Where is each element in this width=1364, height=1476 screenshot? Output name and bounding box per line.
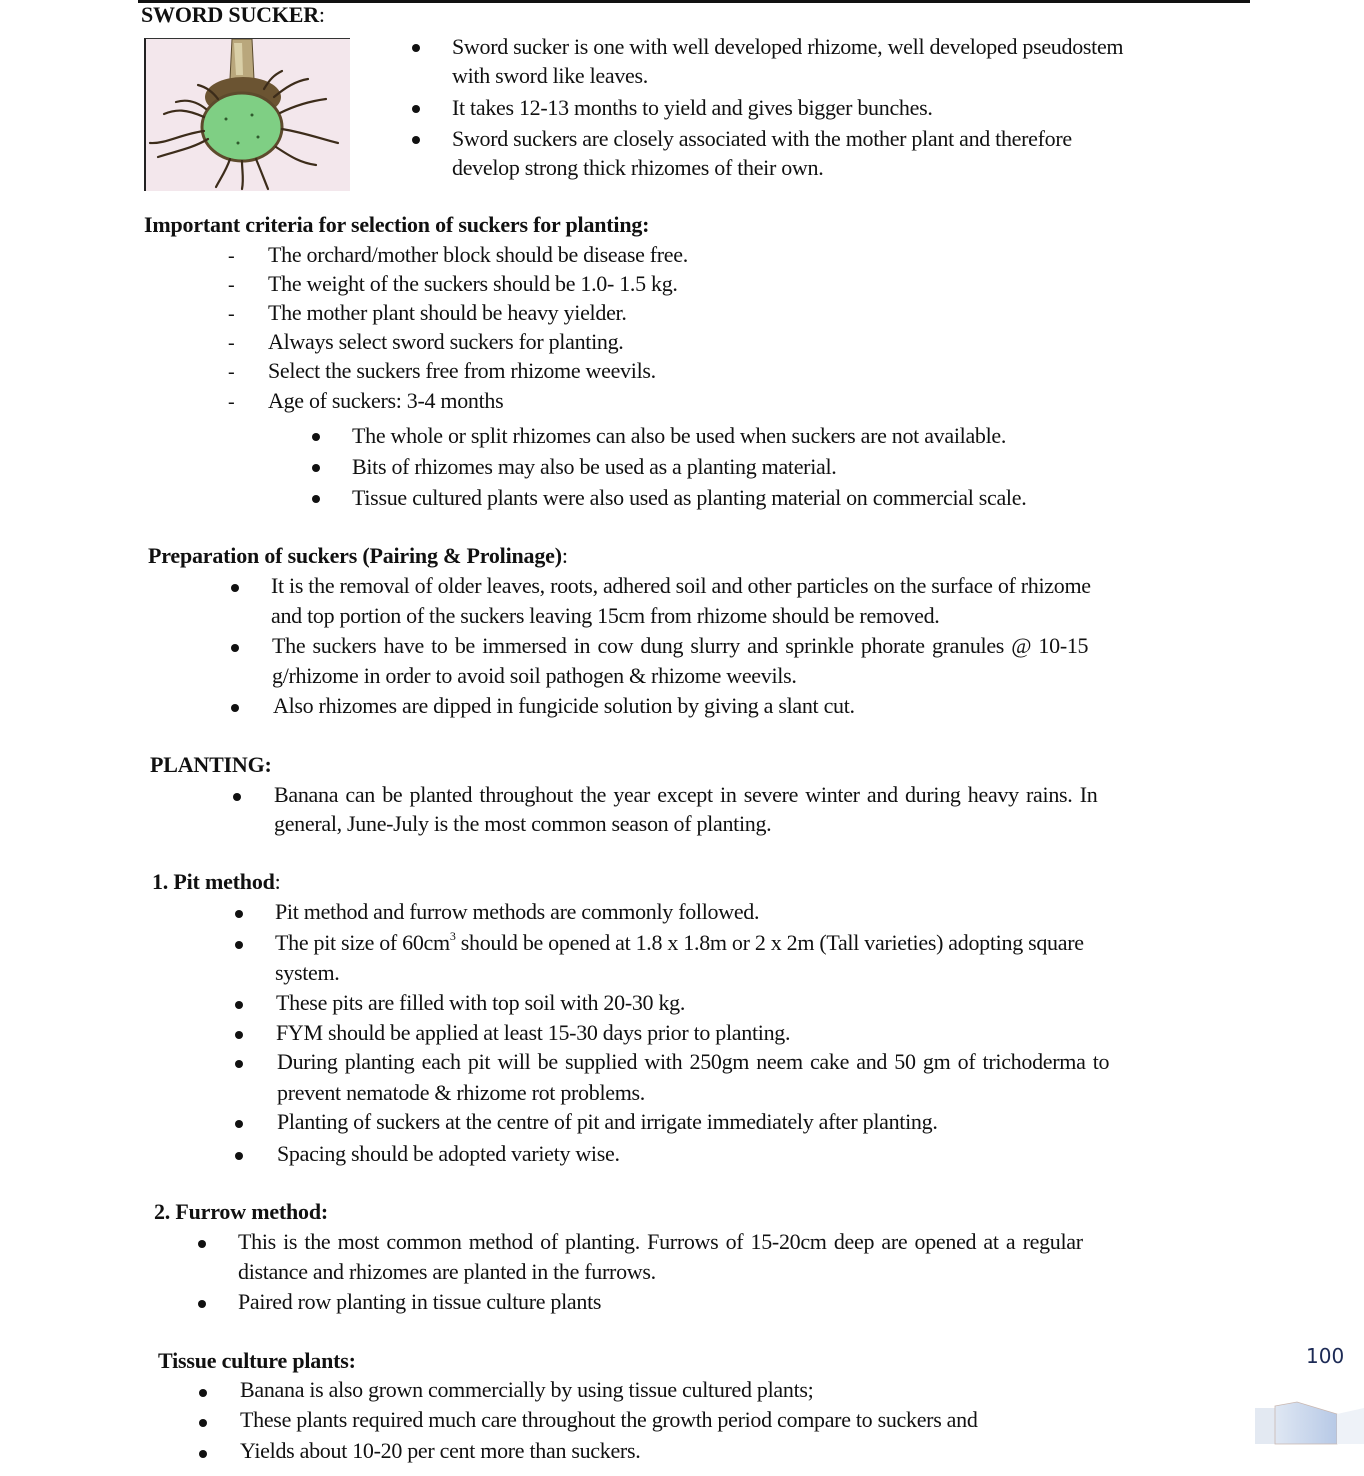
criteria-heading: Important criteria for selection of suckers for planting: (144, 212, 650, 237)
bullet-icon (235, 910, 243, 918)
bullet-icon (312, 433, 320, 441)
list-item (235, 989, 243, 1009)
sword-sucker-heading (141, 2, 325, 28)
bullet-icon (235, 1060, 243, 1068)
list-item-text: Yields about 10-20 per cent more than suckers. (240, 1438, 641, 1463)
list-item-text: The weight of the suckers should be 1.0- 1.5 kg. (268, 271, 678, 296)
list-item-text: Paired row planting in tissue culture plants (238, 1289, 602, 1314)
heading-colon: : (561, 543, 568, 568)
bullet-icon (198, 1240, 206, 1248)
heading-colon: : (318, 2, 325, 27)
bullet-icon (235, 1152, 243, 1160)
list-item (235, 1019, 243, 1039)
list-item (199, 1377, 207, 1397)
list-item-text: Sword suckers are closely associated with the mother plant and therefore (452, 126, 1072, 151)
list-item-text: Tissue cultured plants were also used as planting material on commercial scale. (352, 485, 1027, 510)
list-item (231, 572, 239, 592)
tissue-culture-heading: Tissue culture plants: (158, 1348, 356, 1373)
planting-heading: PLANTING: (150, 752, 272, 777)
list-item-text: Sword sucker is one with well developed rhizome, well developed pseudostem (452, 34, 1124, 59)
list-item-text: It takes 12-13 months to yield and gives bigger bunches. (452, 95, 933, 120)
bullet-icon (412, 44, 420, 52)
list-item (235, 1048, 243, 1068)
dash-icon: - (228, 391, 235, 413)
list-item-text: general, June-July is the most common season of planting. (274, 811, 772, 836)
list-item-text: and top portion of the suckers leaving 15cm from rhizome should be removed. (271, 603, 940, 628)
list-item-text: g/rhizome in order to avoid soil pathogen & rhizome weevils. (272, 663, 797, 688)
list-item-text: Also rhizomes are dipped in fungicide solution by giving a slant cut. (273, 693, 855, 718)
list-item (199, 1407, 207, 1427)
list-item-text: Spacing should be adopted variety wise. (277, 1141, 620, 1166)
list-item-text: develop strong thick rhizomes of their own. (452, 155, 824, 180)
pit-method-heading (152, 869, 281, 895)
dash-icon: - (228, 274, 235, 296)
heading-text: Preparation of suckers (Pairing & Prolinage) (148, 543, 562, 568)
dash-icon: - (228, 245, 235, 267)
bullet-icon (235, 941, 243, 949)
heading-text: SWORD SUCKER (141, 2, 319, 27)
list-item (199, 1438, 207, 1458)
bullet-icon (199, 1389, 207, 1397)
sword-sucker-photo (144, 38, 350, 191)
list-item-text: This is the most common method of planting. Furrows of 15-20cm deep are opened at a regular (238, 1229, 1083, 1254)
bullet-icon (199, 1419, 207, 1427)
list-item (412, 32, 420, 52)
list-item-text: The mother plant should be heavy yielder. (268, 300, 627, 325)
list-item-text: FYM should be applied at least 15-30 days prior to planting. (276, 1020, 791, 1045)
list-item (312, 483, 320, 503)
list-item (198, 1228, 206, 1248)
list-item (231, 632, 239, 652)
page-number: 100 (1306, 1344, 1345, 1368)
list-item-text: Select the suckers free from rhizome weevils. (268, 358, 656, 383)
list-item-text: Pit method and furrow methods are commonly followed. (275, 899, 760, 924)
list-item-text: The whole or split rhizomes can also be used when suckers are not available. (352, 423, 1007, 448)
dash-icon: - (228, 303, 235, 325)
list-item (233, 781, 241, 801)
dash-icon: - (228, 332, 235, 354)
bullet-icon (231, 584, 239, 592)
superscript: 3 (449, 929, 456, 943)
list-item (235, 1140, 243, 1160)
bullet-icon (412, 136, 420, 144)
list-item-text: distance and rhizomes are planted in the furrows. (238, 1259, 656, 1284)
bullet-icon (198, 1300, 206, 1308)
rhizome-illustration (146, 39, 350, 191)
list-item (412, 93, 420, 113)
heading-text: 1. Pit method (152, 869, 275, 894)
bullet-icon (199, 1450, 207, 1458)
list-item (231, 692, 239, 712)
list-item-text: Planting of suckers at the centre of pit and irrigate immediately after planting. (277, 1109, 938, 1134)
page-corner-decoration-icon (1255, 1398, 1364, 1446)
bullet-icon (231, 644, 239, 652)
list-item-text: Banana can be planted throughout the year except in severe winter and during heavy rains. In (274, 782, 1098, 807)
list-item (198, 1288, 206, 1308)
list-item-text: system. (275, 960, 340, 985)
list-item (235, 929, 243, 949)
text-part: The pit size of 60cm (275, 930, 450, 955)
list-item-text: These plants required much care throughout the growth period compare to suckers and (240, 1407, 978, 1432)
list-item-text: with sword like leaves. (452, 63, 648, 88)
dash-icon: - (228, 361, 235, 383)
bullet-icon (412, 105, 420, 113)
list-item-text: prevent nematode & rhizome rot problems. (277, 1080, 645, 1105)
list-item-text (275, 928, 1084, 958)
list-item-text: It is the removal of older leaves, roots, adhered soil and other particles on the surface of rhizome (271, 573, 1091, 598)
list-item (312, 421, 320, 441)
list-item-text: These pits are filled with top soil with 20-30 kg. (276, 990, 686, 1015)
furrow-method-heading: 2. Furrow method: (154, 1199, 329, 1224)
list-item-text: During planting each pit will be supplied with 250gm neem cake and 50 gm of trichoderma to (277, 1049, 1110, 1074)
list-item-text: Banana is also grown commercially by using tissue cultured plants; (240, 1377, 814, 1402)
list-item (412, 124, 420, 144)
bullet-icon (233, 793, 241, 801)
bullet-icon (235, 1031, 243, 1039)
list-item (312, 452, 320, 472)
text-part: should be opened at 1.8 x 1.8m or 2 x 2m (Tall varieties) adopting square (455, 930, 1084, 955)
list-item-text: Age of suckers: 3-4 months (268, 388, 504, 413)
list-item (235, 898, 243, 918)
list-item-text: The suckers have to be immersed in cow dung slurry and sprinkle phorate granules @ 10-15 (272, 633, 1089, 658)
list-item-text: Bits of rhizomes may also be used as a planting material. (352, 454, 837, 479)
bullet-icon (235, 1001, 243, 1009)
bullet-icon (312, 464, 320, 472)
list-item-text: Always select sword suckers for planting. (268, 329, 624, 354)
list-item (235, 1108, 243, 1128)
bullet-icon (231, 704, 239, 712)
bullet-icon (235, 1120, 243, 1128)
list-item-text: The orchard/mother block should be disease free. (268, 242, 688, 267)
preparation-heading (148, 543, 568, 569)
bullet-icon (312, 495, 320, 503)
heading-colon: : (274, 869, 281, 894)
